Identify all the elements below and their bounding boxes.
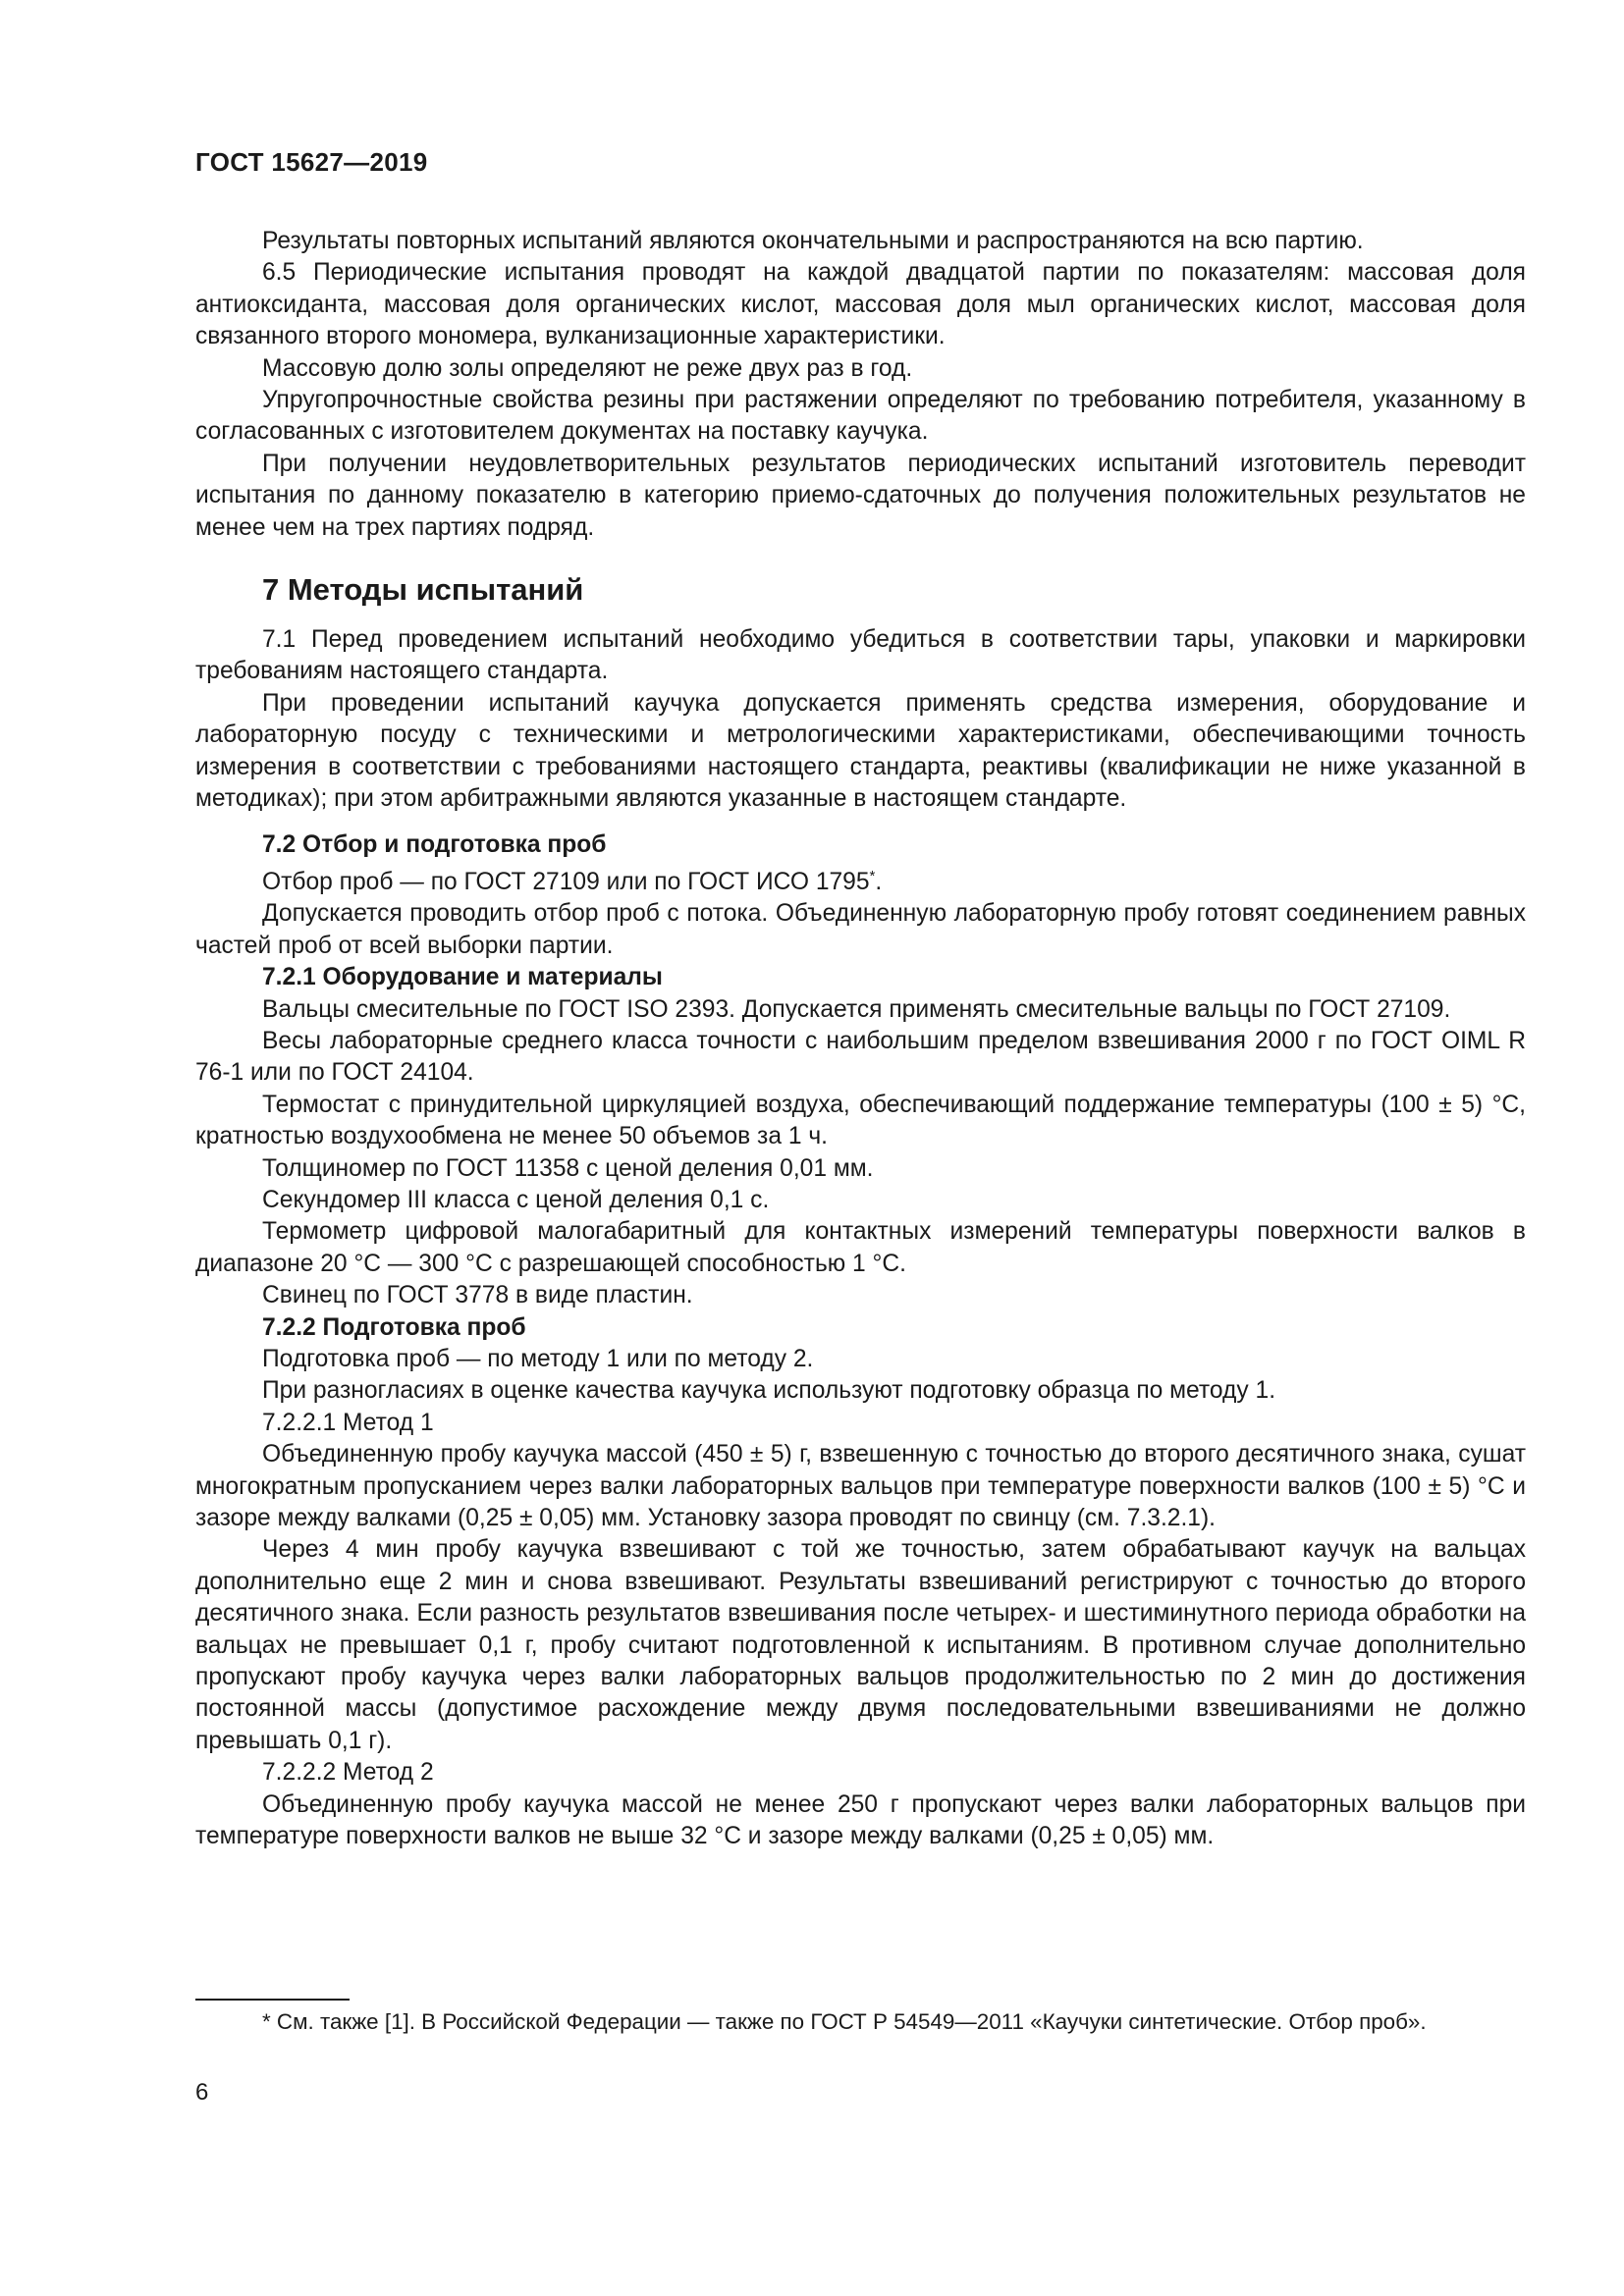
footnote: * См. также [1]. В Российской Федерации — также по ГОСТ Р 54549—2011 «Каучуки синтетические. Отбор проб».	[262, 2009, 1427, 2034]
subsection-heading: 7.2.2.2 Метод 2	[262, 1759, 434, 1787]
footnote-divider	[195, 1999, 350, 2001]
paragraph: Массовую долю золы определяют не реже двух раз в год.	[262, 354, 913, 382]
footnote-marker: *	[869, 867, 876, 884]
subsection-heading: 7.2.1 Оборудование и материалы	[262, 964, 663, 991]
document-body	[195, 226, 1526, 1853]
paragraph: Упругопрочностные свойства резины при растяжении определяют по требованию потребителя, указанному в согласованных с изготовителем документах на поставку каучука.	[195, 387, 1526, 446]
paragraph: Результаты повторных испытаний являются окончательными и распространяются на всю партию.	[262, 228, 1364, 254]
paragraph: Подготовка проб — по методу 1 или по методу 2.	[262, 1346, 814, 1372]
paragraph: Вальцы смесительные по ГОСТ ISO 2393. Допускается применять смесительные вальцы по ГОСТ 27109.	[262, 995, 1451, 1023]
paragraph: При проведении испытаний каучука допускается применять средства измерения, оборудование и лабораторную посуду с техническими и метрологическими характеристиками, обеспечивающими точность измерения в соответствии с требованиями настоящего стандарта, реактивы (квалификации не ниже указанной в методиках); при этом арбитражными являются указанные в настоящем стандарте.	[195, 689, 1526, 813]
paragraph: Весы лабораторные среднего класса точности с наибольшим пределом взвешивания 2000 г по ГОСТ OIML R 76-1 или по ГОСТ 24104.	[195, 1027, 1526, 1087]
paragraph-text: Отбор проб — по ГОСТ 27109 или по ГОСТ ИСО 1795	[262, 868, 870, 895]
paragraph: 7.1 Перед проведением испытаний необходимо убедиться в соответствии тары, упаковки и маркировки требованиям настоящего стандарта.	[195, 626, 1526, 685]
paragraph: При получении неудовлетворительных результатов периодических испытаний изготовитель переводит испытания по данному показателю в категорию приемо-сдаточных до получения положительных результатов не менее чем на трех партиях подряд.	[195, 450, 1526, 541]
paragraph: При разногласиях в оценке качества каучука используют подготовку образца по методу 1.	[262, 1377, 1276, 1405]
paragraph: Толщиномер по ГОСТ 11358 с ценой деления 0,01 мм.	[262, 1154, 874, 1182]
paragraph: 6.5 Периодические испытания проводят на каждой двадцатой партии по показателям: массовая доля антиоксиданта, массовая доля органических кислот, массовая доля мыл органических кислот, массовая доля связанного второго мономера, вулканизационные характеристики.	[195, 259, 1526, 350]
paragraph	[195, 867, 1526, 898]
paragraph-end: .	[875, 868, 883, 895]
paragraph: Допускается проводить отбор проб с потока. Объединенную лабораторную пробу готовят соединением равных частей проб от всей выборки партии.	[195, 900, 1526, 959]
paragraph: Секундомер III класса с ценой деления 0,1 с.	[262, 1186, 770, 1213]
subsection-heading: 7.2.2.1 Метод 1	[262, 1409, 434, 1436]
paragraph: Объединенную пробу каучука массой не менее 250 г пропускают через валки лабораторных вальцов при температуре поверхности валков не выше 32 °С и зазоре между валками (0,25 ± 0,05) мм.	[195, 1790, 1526, 1850]
section-heading: 7 Методы испытаний	[262, 572, 584, 608]
paragraph: Через 4 мин пробу каучука взвешивают с той же точностью, затем обрабатывают каучук на вальцах дополнительно еще 2 мин и снова взвешивают. Результаты взвешиваний регистрируют с точностью до второго десятичного знака. Если разность результатов взвешивания после четырех- и шестиминутного периода обработки на вальцах не превышает 0,1 г, пробу считают подготовленной к испытаниям. В противном случае дополнительно пропускают пробу каучука через валки лабораторных вальцов продолжительностью по 2 мин до достижения постоянной массы (допустимое расхождение между двумя последовательными взвешиваниями не должно превышать 0,1 г).	[195, 1536, 1526, 1754]
subsection-heading: 7.2.2 Подготовка проб	[262, 1313, 526, 1341]
document-header: ГОСТ 15627—2019	[195, 147, 428, 177]
paragraph: Термостат с принудительной циркуляцией воздуха, обеспечивающий поддержание температуры (100 ± 5) °С, кратностью воздухообмена не менее 50 объемов за 1 ч.	[195, 1091, 1526, 1150]
paragraph: Свинец по ГОСТ 3778 в виде пластин.	[262, 1282, 693, 1309]
paragraph: Объединенную пробу каучука массой (450 ± 5) г, взвешенную с точностью до второго десятичного знака, сушат многократным пропусканием через валки лабораторных вальцов при температуре поверхности валков (100 ± 5) °С и зазоре между валками (0,25 ± 0,05) мм. Установку зазора проводят по свинцу (см. 7.3.2.1).	[195, 1441, 1526, 1532]
subsection-heading: 7.2 Отбор и подготовка проб	[262, 830, 607, 858]
page-number: 6	[195, 2079, 209, 2106]
paragraph: Термометр цифровой малогабаритный для контактных измерений температуры поверхности валков в диапазоне 20 °С — 300 °С с разрешающей способностью 1 °С.	[195, 1218, 1526, 1277]
